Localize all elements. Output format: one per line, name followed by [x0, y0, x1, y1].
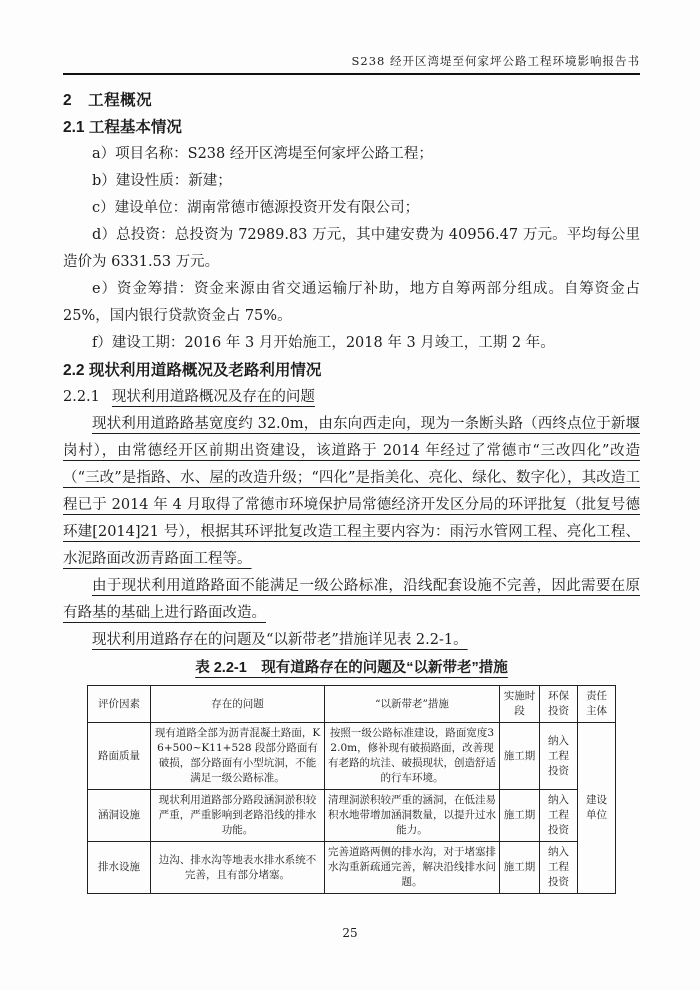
heading-section-2: 2 工程概况: [63, 92, 153, 109]
item-a-project-name: a）项目名称：S238 经开区湾堤至何家坪公路工程；: [92, 146, 433, 162]
col-header-factor: 评价因素: [88, 686, 151, 723]
cell-funding: 纳入工程投资: [540, 723, 578, 790]
paragraph-upgrade-need: 由于现状利用道路路面不能满足一级公路标准，沿线配套设施不完善，因此需要在原有路基的基础上进行路面改造。: [63, 578, 640, 621]
item-d-total-investment: d）总投资：总投资为 72989.83 万元，其中建安费为 40956.47 万元。平均每公里造价为 6331.53 万元。: [63, 227, 640, 270]
cell-measure: 按照一级公路标准建设，路面宽度32.0m，修补现有破损路面，改善现有老路的坑洼、破损现状，创造舒适的行车环境。: [325, 723, 500, 790]
heading-section-2-1: 2.1 工程基本情况: [63, 119, 182, 136]
table-header-row: [88, 686, 616, 723]
section-number: 2.2.1: [63, 389, 100, 405]
section-title: 现状利用道路概况及存在的问题: [111, 389, 315, 405]
cell-responsible: 建设单位: [578, 723, 616, 894]
cell-period: 施工期: [500, 790, 540, 842]
item-f-construction-period: f）建设工期：2016 年 3 月开始施工，2018 年 3 月竣工，工期 2 年。: [92, 335, 555, 351]
cell-measure: 完善道路两侧的排水沟，对于堵塞排水沟重新疏通完善，解决沿线排水问题。: [325, 842, 500, 894]
cell-problem: 现状利用道路部分路段涵洞淤积较严重，严重影响到老路沿线的排水功能。: [151, 790, 325, 842]
cell-funding: 纳入工程投资: [540, 842, 578, 894]
existing-road-problems-table: [87, 685, 616, 894]
cell-factor: 涵洞设施: [88, 790, 151, 842]
cell-period: 施工期: [500, 723, 540, 790]
running-header-title: S238 经开区湾堤至何家坪公路工程环境影响报告书: [351, 54, 640, 68]
heading-section-2-2: 2.2 现状利用道路概况及老路利用情况: [63, 362, 322, 379]
cell-problem: 边沟、排水沟等地表水排水系统不完善，且有部分堵塞。: [151, 842, 325, 894]
col-header-funding: 环保投资: [540, 686, 578, 723]
col-header-responsible: 责任主体: [578, 686, 616, 723]
item-e-funding: e）资金筹措：资金来源由省交通运输厅补助，地方自筹两部分组成。自筹资金占 25%，国内银行贷款资金占 75%。: [63, 281, 640, 324]
item-b-construction-nature: b）建设性质：新建；: [92, 173, 232, 189]
page-number: 25: [342, 926, 358, 940]
cell-factor: 路面质量: [88, 723, 151, 790]
col-header-measure: “以新带老”措施: [325, 686, 500, 723]
cell-factor: 排水设施: [88, 842, 151, 894]
cell-funding: 纳入工程投资: [540, 790, 578, 842]
heading-section-2-2-1: [63, 384, 640, 411]
table-row-culvert: [88, 790, 616, 842]
cell-problem: 现有道路全部为沥青混凝土路面，K6+500~K11+528 段部分路面有破损，部分路面有小型坑洞，不能满足一级公路标准。: [151, 723, 325, 790]
col-header-period: 实施时段: [500, 686, 540, 723]
table-caption: 表 2.2-1 现有道路存在的问题及“以新带老”措施: [195, 660, 508, 676]
table-row-pavement: [88, 723, 616, 790]
item-c-construction-unit: c）建设单位：湖南常德市德源投资开发有限公司；: [92, 200, 420, 216]
paragraph-road-status: 现状利用道路路基宽度约 32.0m，由东向西走向，现为一条断头路（西终点位于新堰岗村），由常德经开区前期出资建设，该道路于 2014 年经过了常德市“三改四化”改造（“三改”是指路、水、屋的改造升级；“四化”是指美化、亮化、绿化、数字化），其改造工程已于 2014 年 4 月取得了常德市环境保护局常德经济开发区分局的环评批复（批复号德环建[2014]21 号），根据其环评批复改造工程主要内容为：雨污水管网工程、亮化工程、水泥路面改沥青路面工程等。: [63, 416, 640, 567]
header-rule: [63, 73, 640, 75]
cell-measure: 清理洞淤积较严重的涵洞，在低洼易积水地带增加涵洞数量，以提升过水能力。: [325, 790, 500, 842]
paragraph-table-reference: 现状利用道路存在的问题及“以新带老”措施详见表 2.2-1。: [92, 632, 468, 648]
col-header-problem: 存在的问题: [151, 686, 325, 723]
cell-period: 施工期: [500, 842, 540, 894]
table-row-drainage: [88, 842, 616, 894]
